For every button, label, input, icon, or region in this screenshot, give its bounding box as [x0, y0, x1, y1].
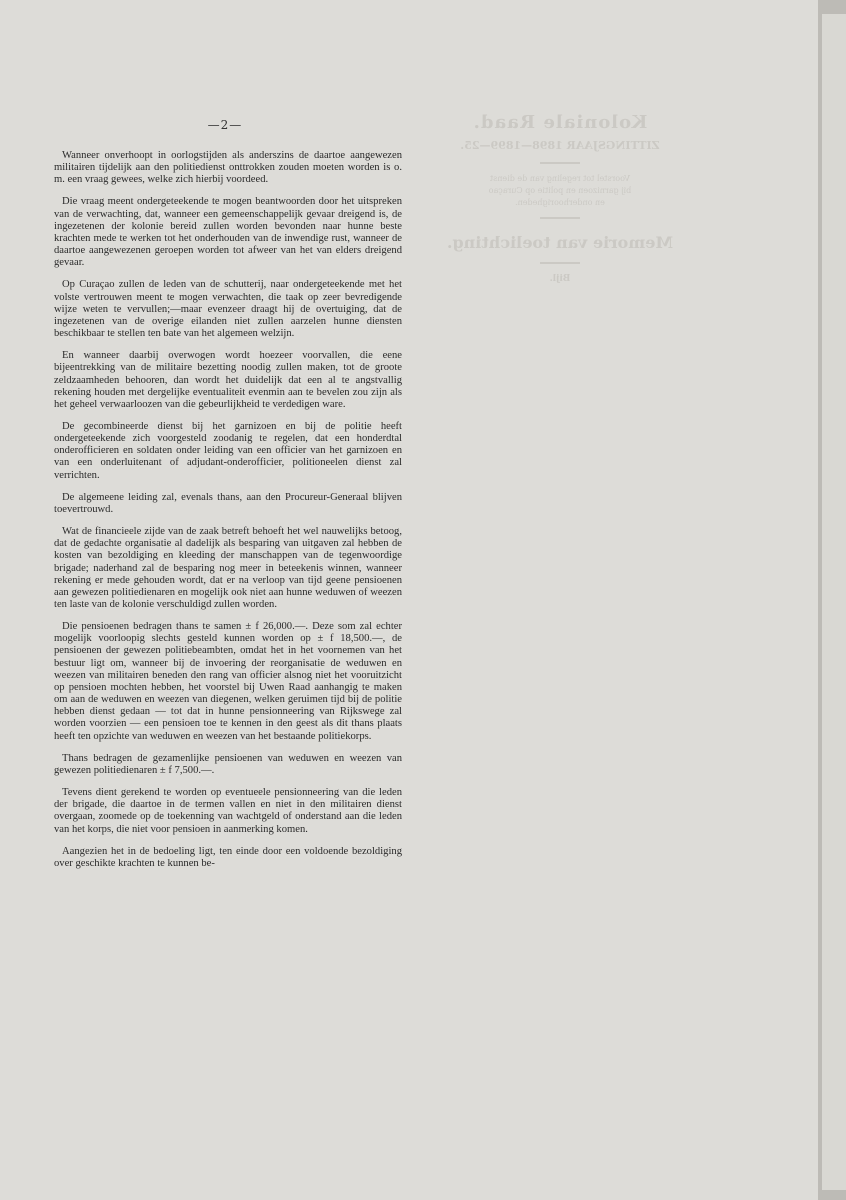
bleed-small-1: Voorstel tot regeling van de dienst [489, 174, 631, 183]
bleed-line-1: Koloniale Raad. [472, 112, 648, 133]
paragraph: Op Curaçao zullen de leden van de schutterij, naar ondergeteekende met het volste vertrouwen meent te mogen verwachten, die taak op zeer bevredigende wijze weten te vervullen;—maar evenzeer draagt hij de overtuiging, dat de ingezetenen van de overige eilanden niet zullen aarzelen hunne diensten beschikbaar te stellen ten bate van het algemeen welzijn. [54, 279, 402, 340]
paragraph: Aangezien het in de bedoeling ligt, ten einde door een voldoende bezoldiging over geschikte krachten te kunnen be- [54, 845, 402, 869]
paragraph: Die vraag meent ondergeteekende te mogen beantwoorden door het uitspreken van de verwachting, dat, wanneer een gemeenschappelijk gevaar dreigend is, de ingezetenen der kolonie bereid zullen worden bevonden naar hunne beste krachten mede te werken tot het onderhouden van de inwendige rust, wanneer de daartoe aangewezenen geroepen worden tot afweer van het van elders dreigend gevaar. [54, 196, 402, 269]
bleed-line-2: ZITTINGSJAAR 1898—1899—25. [460, 139, 660, 152]
bleed-rule [540, 162, 580, 164]
bleed-rule-2 [540, 217, 580, 219]
page-number: —2— [207, 118, 243, 132]
bleed-line-4: Bijl. [549, 274, 571, 284]
bleed-small-3: en onderhoorigheden. [515, 198, 605, 207]
text-column [54, 150, 402, 870]
paragraph: En wanneer daarbij overwogen wordt hoezeer voorvallen, die eene bijeentrekking van de militaire bezetting noodig zullen maken, tot de groote zeldzaamheden behooren, dan wordt het duidelijk dat een al te angstvallig rekening houden met dergelijke eventualiteit evenmin aan te bevelen zou zijn als het geheel verwaarloozen van die gebeurlijkheid te verdedigen ware. [54, 350, 402, 410]
paragraph: Wanneer onverhoopt in oorlogstijden als anderszins de daartoe aangewezen militairen tijdelijk aan den politiedienst onttrokken zouden moeten worden is o. m. een vraag gewees, welke zich hierbij voordeed. [54, 150, 402, 186]
bleed-small-2: bij garnizoen en politie op Curaçao [488, 186, 632, 195]
paragraph: Wat de financieele zijde van de zaak betreft behoeft het wel nauwelijks betoog, dat de gedachte organisatie al dadelijk als besparing van uitgaven zal hebben de kosten van bezoldiging en kleeding der manschappen van de tegenwoordige brigade; naderhand zal de besparing nog meer in beteekenis winnen, wanneer rekening er mede gehouden wordt, dat er na verloop van tijd geene pensioenen aan gewezen politiedienaren en mogelijk ook niet aan hunne weduwen of weezen ten laste van de kolonie verschuldigd zullen worden. [54, 526, 402, 610]
paragraph: De gecombineerde dienst bij het garnizoen en bij de politie heeft ondergeteekende zich voorgesteld zoodanig te regelen, dat een honderdtal onderofficieren en soldaten onder leiding van een officier van het garnizoen en van een onderluitenant of adjudant-onderofficier, politioneelen dienst zal verrichten. [54, 420, 402, 481]
bleed-through-text [440, 112, 680, 284]
paragraph: Thans bedragen de gezamenlijke pensioenen van weduwen en weezen van gewezen politiedienaren ± f 7,500.—. [54, 752, 402, 776]
bleed-rule-3 [540, 262, 580, 264]
paragraph: De algemeene leiding zal, evenals thans, aan den Procureur-Generaal blijven toevertrouwd. [54, 491, 402, 515]
paragraph: Tevens dient gerekend te worden op eventueele pensionneering van die leden der brigade, die daartoe in de termen vallen en niet in den militairen dienst overgaan, zoomede op de toekenning van wachtgeld of onderstand aan die leden van het korps, die niet voor pensioen in aanmerking komen. [54, 787, 402, 835]
bleed-line-3: Memorie van toelichting. [446, 233, 674, 252]
paragraph: Die pensioenen bedragen thans te samen ± f 26,000.—. Deze som zal echter mogelijk voorloopig slechts gesteld kunnen worden op ± f 18,500.—, de pensioenen der gewezen politiebeambten, omdat het in het voornemen van het bestuur ligt om, wanneer bij de invoering der reorganisatie de weduwen en weezen van militairen beneden den rang van officier alsnog niet het vooruitzicht op pensioen mochten hebben, het voorstel bij Uwen Raad aanhangig te maken om aan de weduwen en weezen van diegenen, welken geruimen tijd bij de politie hebben dienst gedaan — tot dat in hunne pensionneering van Rijkswege zal worden voorzien — een pensioen toe te kennen in den geest als dit thans plaats heeft ten opzichte van weduwen en weezen van het bestaande politiekorps. [54, 621, 402, 742]
next-sheet-edge [822, 14, 846, 1190]
